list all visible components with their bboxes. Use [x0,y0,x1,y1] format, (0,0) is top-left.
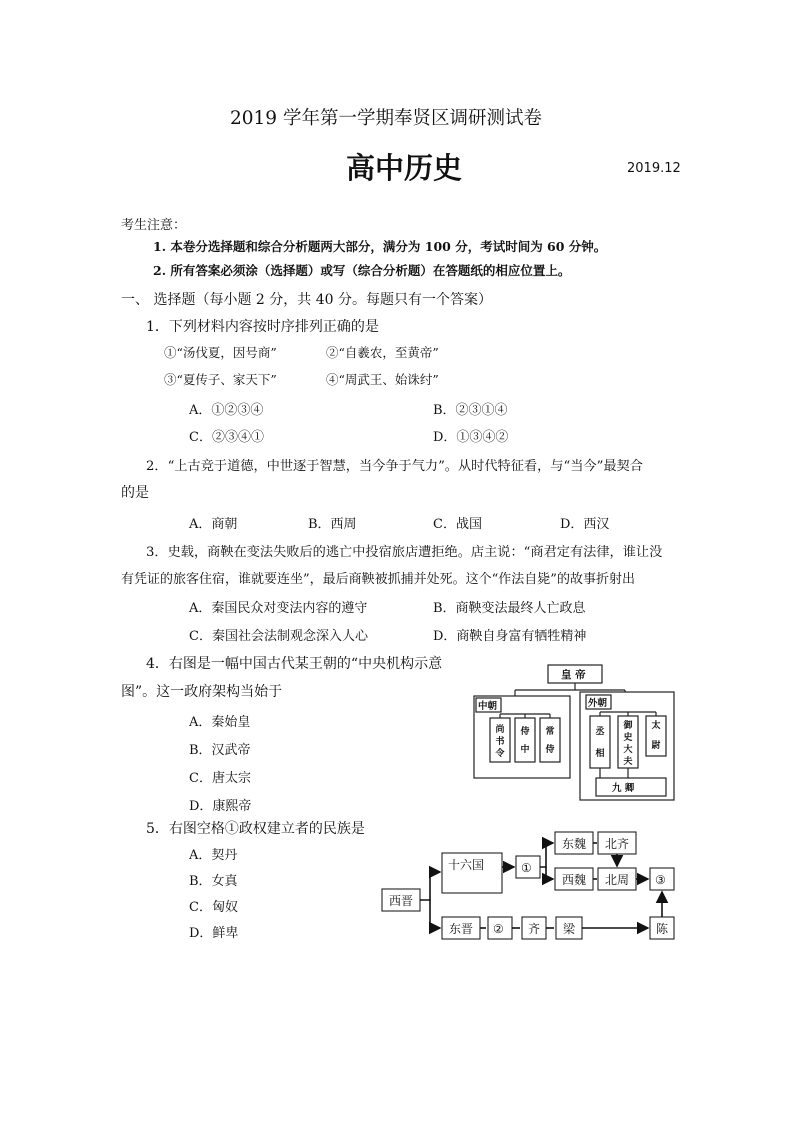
notice-heading: 考生注意： [121,218,187,233]
q5-stem: 5．右图空格①政权建立者的民族是 [146,821,365,837]
blank-2-label: ② [493,922,504,936]
western-wei-label: 西魏 [562,873,587,887]
q4-option-c: C．唐太宗 [189,771,251,786]
q1-material-3: ③“夏传子、家天下” [164,372,277,387]
q2-stem-line2: 的是 [121,485,149,501]
q4-option-d: D．康熙帝 [189,799,252,814]
section-title: 一、 选择题（每小题 2 分，共 40 分。每题只有一个答案） [121,292,492,308]
blank-1-label: ① [521,861,532,875]
q1-option-d: D．①③④② [433,430,509,445]
q4-option-a: A．秦始皇 [189,715,251,730]
q2-option-a: A．商朝 [189,517,238,532]
nine-ministers-label: 九 卿 [612,783,635,794]
exam-date: 2019.12 [627,161,681,176]
changshi-label: 常侍 [545,727,555,755]
q5-option-a: A．契丹 [189,848,238,863]
q3-option-b: B．商鞅变法最终人亡政息 [433,601,586,616]
notice-item-2: 2. 所有答案必须涂（选择题）或写（综合分析题）在答题纸的相应位置上。 [153,263,571,278]
subject-title: 高中历史 [346,151,463,185]
q1-stem: 1．下列材料内容按时序排列正确的是 [146,319,379,335]
q1-option-b: B．②③①④ [433,403,508,418]
western-jin-label: 西晋 [389,894,414,908]
blank-3-label: ③ [655,873,666,887]
q3-option-a: A．秦国民众对变法内容的遵守 [189,601,368,616]
chengxiang-label: 丞相 [595,727,605,759]
shangshuling-label: 尚书令 [495,725,505,759]
exam-title: 2019 学年第一学期奉贤区调研测试卷 [230,108,542,129]
q5-dynasty-flow-diagram [380,822,680,944]
notice-item-1: 1. 本卷分选择题和综合分析题两大部分，满分为 100 分，考试时间为 60 分钟。 [153,239,607,254]
q4-option-b: B．汉武帝 [189,743,251,758]
q3-stem-line1: 3．史载，商鞅在变法失败后的逃亡中投宿旅店遭拒绝。店主说：“商君定有法律，谁让没 [146,545,663,560]
eastern-wei-label: 东魏 [562,837,587,851]
chen-label: 陈 [656,922,669,936]
shizhong-label: 侍中 [520,727,530,755]
q2-stem-line1: 2．“上古竞于道德，中世逐于智慧，当今争于气力”。从时代特征看，与“当今”最契合 [146,459,643,474]
q4-stem-line1: 4．右图是一幅中国古代某王朝的“中央机构示意 [146,656,443,672]
q1-option-c: C．②③④① [189,430,264,445]
emperor-label: 皇 帝 [561,669,586,681]
liang-label: 梁 [563,922,576,936]
q2-option-b: B．西周 [308,517,357,532]
inner-court-label: 中朝 [478,701,498,712]
q2-option-c: C．战国 [433,517,482,532]
outer-court-label: 外朝 [588,698,608,709]
q1-material-1: ①“汤伐夏，因号商” [164,345,277,360]
qi-label: 齐 [528,922,541,936]
taiwei-label: 太尉 [651,721,661,751]
q5-option-b: B．女真 [189,874,238,889]
q5-option-d: D．鲜卑 [189,926,239,941]
q1-material-4: ④“周武王、始诛纣” [326,372,439,387]
yushidafu-label: 御史大夫 [623,721,633,767]
northern-zhou-label: 北周 [605,873,630,887]
q4-central-institutions-diagram [470,662,680,804]
q3-option-d: D．商鞅自身富有牺牲精神 [433,629,587,644]
q3-option-c: C．秦国社会法制观念深入人心 [189,629,368,644]
sixteen-kingdoms-label: 十六国 [448,858,485,872]
q1-option-a: A．①②③④ [189,403,264,418]
northern-qi-label: 北齐 [605,837,630,851]
q3-stem-line2: 有凭证的旅客住宿，谁就要连坐”，最后商鞅被抓捕并处死。这个“作法自毙”的故事折射出 [121,572,635,587]
q4-stem-line2: 图”。这一政府架构当始于 [121,684,283,700]
q5-option-c: C．匈奴 [189,900,238,915]
q2-option-d: D．西汉 [560,517,610,532]
eastern-jin-label: 东晋 [449,922,474,936]
q1-material-2: ②“自羲农，至黄帝” [326,345,439,360]
